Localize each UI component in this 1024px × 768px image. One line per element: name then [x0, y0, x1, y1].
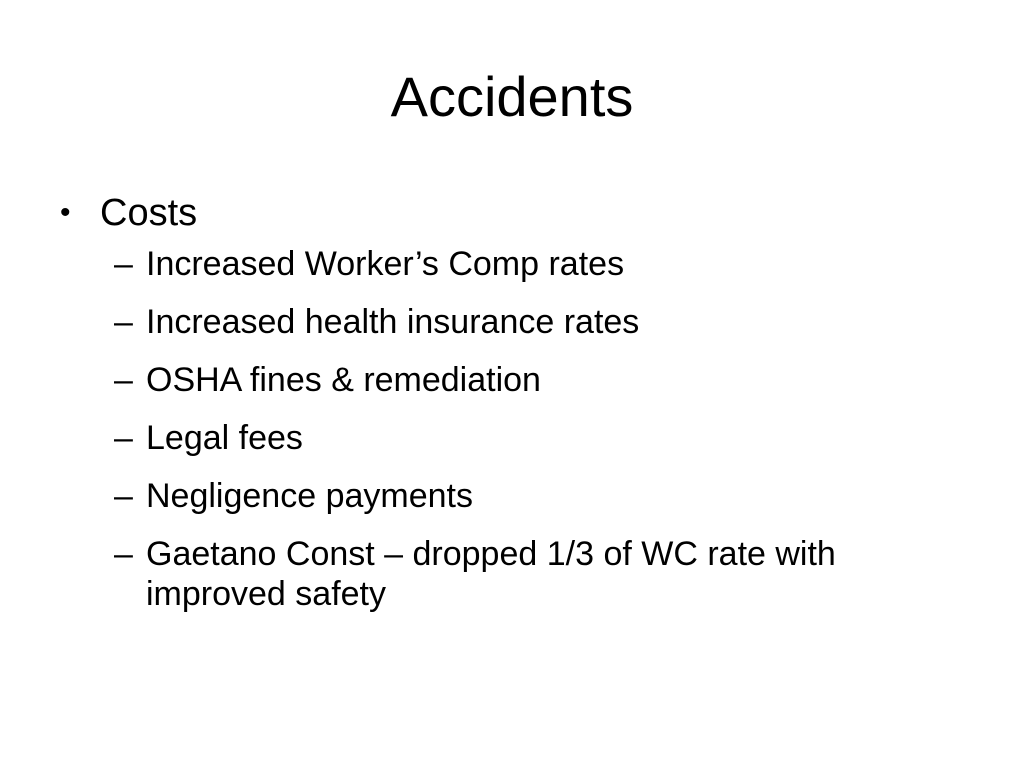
sub-bullet-item — [56, 534, 976, 614]
bullet-item-costs — [56, 188, 976, 614]
sub-bullet-item — [56, 244, 976, 284]
sub-bullet-item — [56, 302, 976, 342]
sub-bullet-item — [56, 418, 976, 458]
bullet-text: Costs — [100, 192, 198, 234]
dash-marker: – — [114, 535, 133, 573]
sub-bullet-item — [56, 360, 976, 400]
bullet-list — [56, 188, 976, 632]
slide-title: Accidents — [390, 65, 634, 128]
sub-bullet-text: Increased health insurance rates — [146, 303, 640, 341]
bullet-marker: • — [60, 196, 71, 229]
sub-bullet-text: Legal fees — [146, 419, 303, 457]
sub-bullet-text: Increased Worker’s Comp rates — [146, 245, 625, 283]
sub-bullet-text: OSHA fines & remediation — [146, 361, 541, 399]
sub-bullet-list — [100, 244, 976, 614]
dash-marker: – — [114, 303, 133, 341]
dash-marker: – — [114, 361, 133, 399]
dash-marker: – — [114, 477, 133, 515]
sub-bullet-text: Negligence payments — [146, 477, 473, 515]
dash-marker: – — [114, 419, 133, 457]
sub-bullet-item — [56, 476, 976, 516]
dash-marker: – — [114, 245, 133, 283]
sub-bullet-text: Gaetano Const – dropped 1/3 of WC rate with improved safety — [146, 535, 836, 613]
